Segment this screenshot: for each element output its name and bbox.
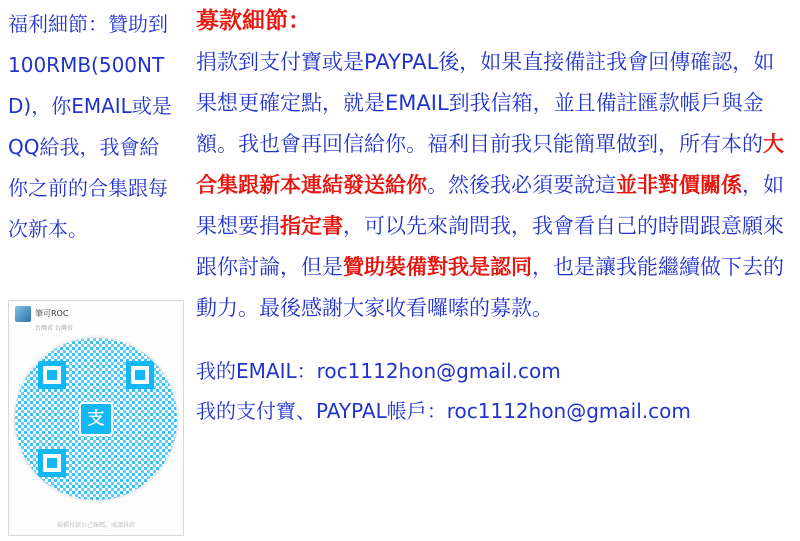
- right-donation-column: [196, 2, 792, 431]
- contact-pay-line: [196, 391, 792, 431]
- paragraph-segment-3: 並非對價關係: [616, 173, 742, 197]
- donation-paragraph: [196, 42, 792, 329]
- donation-title: 募款細節：: [196, 8, 311, 34]
- contact-pay-label: 我的支付寶、PAYPAL帳戶：: [196, 399, 447, 423]
- paragraph-segment-6: ，可以先來詢問我，我會看自己的時間跟意願來跟你討論，但是: [196, 214, 784, 279]
- contact-email-line: [196, 351, 792, 391]
- qr-footer-note: 掃描付款公己線碼，成請抖款: [56, 522, 135, 529]
- paragraph-segment-8: ，也是讓我能繼續做下去的動力。最後感謝大家收看囉嗦的募款。: [196, 255, 784, 320]
- qr-card-header: [9, 301, 183, 322]
- alipay-logo-icon: 支: [79, 402, 113, 436]
- contact-email-value[interactable]: roc1112hon@gmail.com: [316, 359, 561, 383]
- paragraph-segment-0: 捐款到支付寶或是PAYPAL後，如果直接備註我會回傳確認，如果想更確定點，就是EMAIL到我信箱，並且備註匯款帳戶與金額。我也會再回信給你。福利目前我只能簡單做到，所有本的: [196, 50, 775, 156]
- left-benefits-text: [8, 4, 176, 250]
- qr-code-image[interactable]: [12, 335, 180, 503]
- paragraph-segment-1: 大合集跟新本連結發送給你: [196, 132, 784, 197]
- paragraph-segment-5: 指定書: [280, 214, 343, 238]
- left-benefits-body: 贊助到100RMB(500NTD)，你EMAIL或是QQ給我，我會給你之前的合集跟每次新本。: [8, 12, 172, 241]
- contact-email-label: 我的EMAIL：: [196, 359, 317, 383]
- paragraph-segment-7: 贊助裝備對我是認同: [343, 255, 532, 279]
- left-benefits-title: 福利細節：: [8, 12, 108, 36]
- paragraph-segment-2: 。然後我必須要說這: [427, 173, 616, 197]
- qr-account-region: 台灣省 台灣省: [35, 325, 73, 332]
- contact-block: [196, 351, 792, 431]
- alipay-qr-card[interactable]: [8, 300, 184, 536]
- paragraph-segment-4: ，如果想要捐: [196, 173, 784, 238]
- avatar: [15, 306, 31, 322]
- contact-pay-value[interactable]: roc1112hon@gmail.com: [446, 399, 691, 423]
- left-benefits-column: [8, 4, 176, 250]
- qr-account-name: 筆可ROC: [35, 309, 69, 318]
